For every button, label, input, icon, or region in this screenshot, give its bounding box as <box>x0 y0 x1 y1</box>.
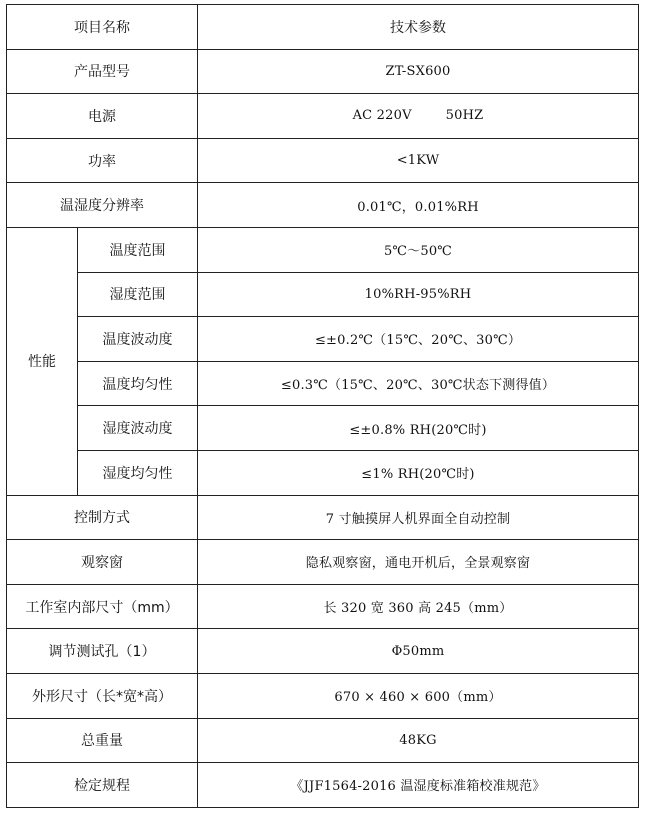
row-value: 隐私观察窗，通电开机后，全景观察窗 <box>198 540 639 585</box>
table-row <box>7 718 639 763</box>
row-value: Φ50mm <box>198 629 639 674</box>
table-row <box>7 49 639 94</box>
row-value: 长 320 宽 360 高 245（mm） <box>198 584 639 629</box>
row-label: 总重量 <box>7 718 198 763</box>
table-row <box>7 540 639 585</box>
row-value: ≤±0.8% RH(20℃时) <box>198 406 639 451</box>
row-value: ≤0.3℃（15℃、20℃、30℃状态下测得值） <box>198 361 639 406</box>
table-row <box>7 272 639 317</box>
row-label: 工作室内部尺寸（mm） <box>7 584 198 629</box>
row-label: 产品型号 <box>7 49 198 94</box>
row-value: 5℃～50℃ <box>198 227 639 272</box>
power-voltage: AC 220V <box>352 108 412 124</box>
table-row <box>7 317 639 362</box>
row-label: 功率 <box>7 138 198 183</box>
row-value: 7 寸触摸屏人机界面全自动控制 <box>198 495 639 540</box>
table-row <box>7 406 639 451</box>
row-label: 湿度均匀性 <box>78 450 198 495</box>
row-label: 外形尺寸（长*宽*高） <box>7 673 198 718</box>
spec-table <box>6 4 639 808</box>
row-value: 48KG <box>198 718 639 763</box>
row-value: 《JJF1564-2016 温湿度标准箱校准规范》 <box>198 763 639 808</box>
row-label: 控制方式 <box>7 495 198 540</box>
row-label: 温度均匀性 <box>78 361 198 406</box>
row-label: 电源 <box>7 94 198 139</box>
header-tech-params: 技术参数 <box>198 5 639 50</box>
performance-group-label: 性能 <box>7 227 78 495</box>
power-frequency: 50HZ <box>445 108 484 124</box>
row-label: 检定规程 <box>7 763 198 808</box>
header-item-name: 项目名称 <box>7 5 198 50</box>
row-value: <1KW <box>198 138 639 183</box>
row-value: 0.01℃，0.01%RH <box>198 183 639 228</box>
table-header-row <box>7 5 639 50</box>
row-value: ≤±0.2℃（15℃、20℃、30℃） <box>198 317 639 362</box>
row-label: 湿度范围 <box>78 272 198 317</box>
row-value: ZT-SX600 <box>198 49 639 94</box>
table-row <box>7 763 639 808</box>
table-row <box>7 138 639 183</box>
row-label: 观察窗 <box>7 540 198 585</box>
table-row <box>7 584 639 629</box>
row-label: 温度范围 <box>78 227 198 272</box>
table-row <box>7 227 639 272</box>
table-row <box>7 183 639 228</box>
table-row <box>7 673 639 718</box>
row-value: 670 × 460 × 600（mm） <box>198 673 639 718</box>
row-value: 10%RH-95%RH <box>198 272 639 317</box>
row-value: ≤1% RH(20℃时) <box>198 450 639 495</box>
row-label: 湿度波动度 <box>78 406 198 451</box>
row-label: 温度波动度 <box>78 317 198 362</box>
table-row <box>7 450 639 495</box>
table-row <box>7 94 639 139</box>
table-row <box>7 361 639 406</box>
row-label: 温湿度分辨率 <box>7 183 198 228</box>
table-row <box>7 495 639 540</box>
row-value <box>198 94 639 139</box>
table-row <box>7 629 639 674</box>
row-label: 调节测试孔（1） <box>7 629 198 674</box>
